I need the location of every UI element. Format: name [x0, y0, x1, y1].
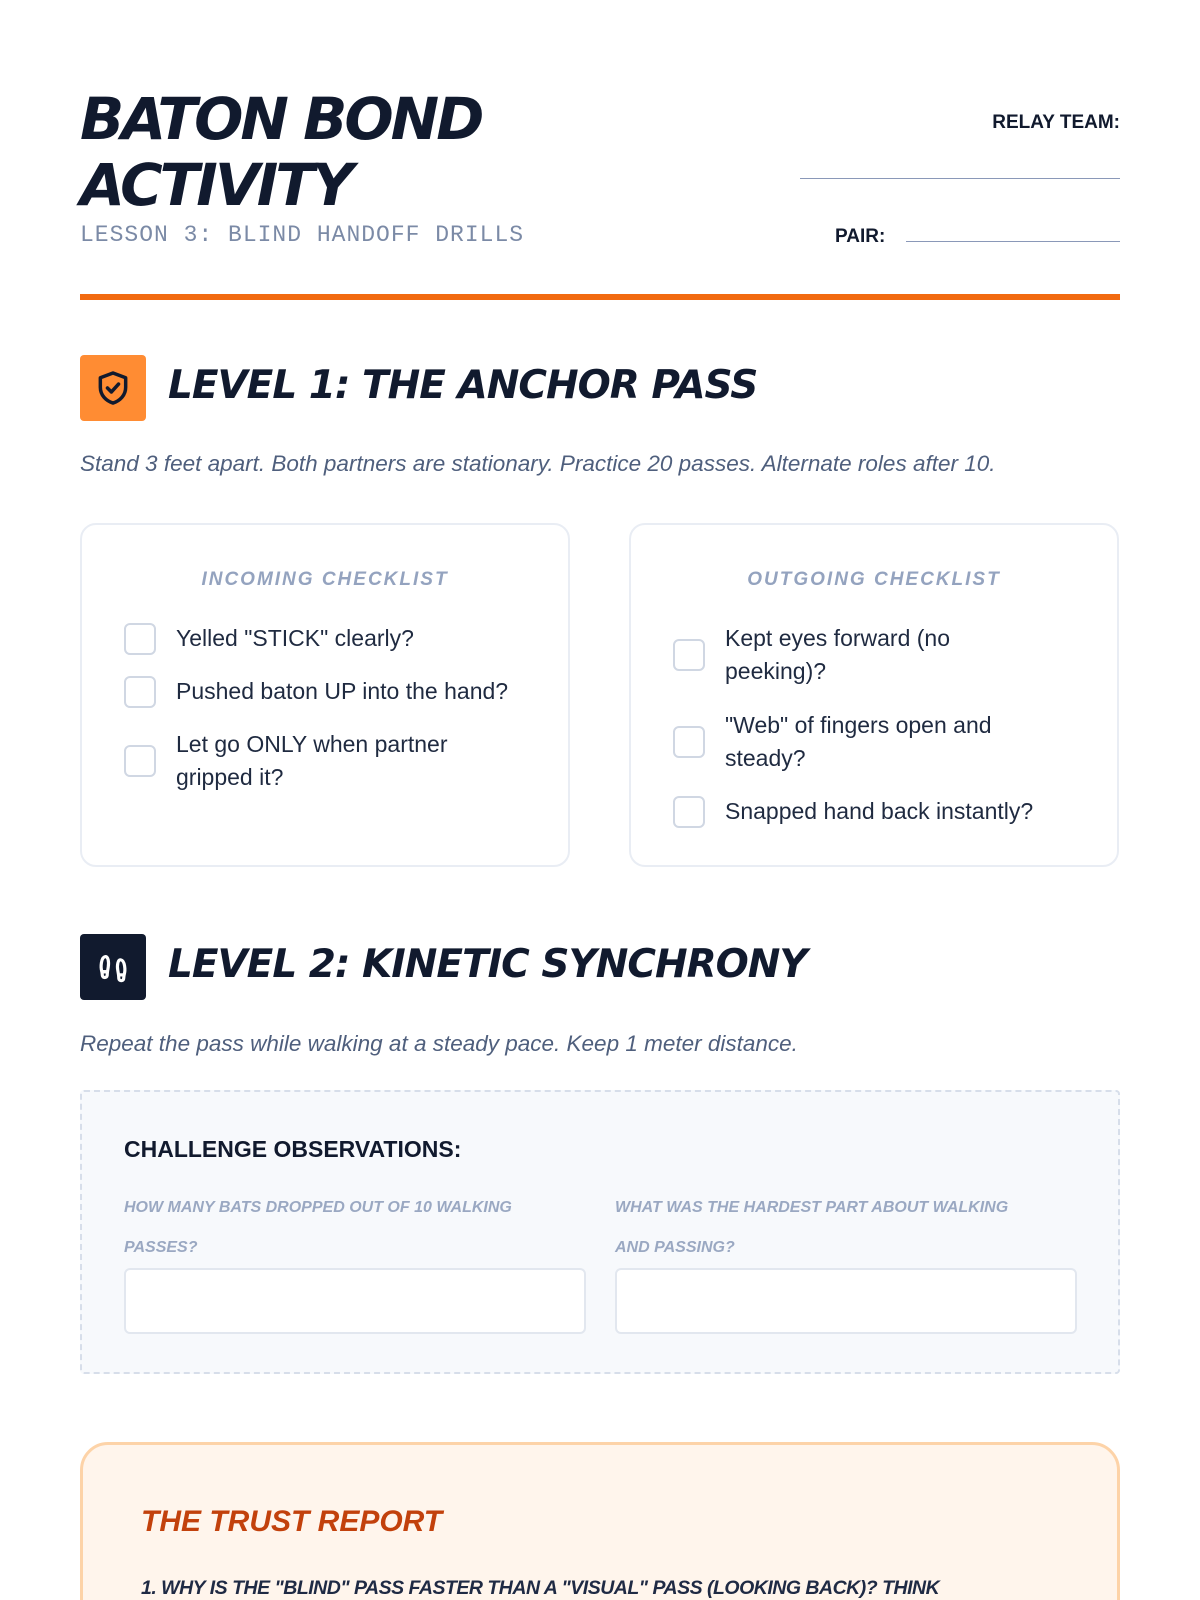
outgoing-check-item[interactable]: [673, 795, 1033, 828]
incoming-check-item[interactable]: [124, 728, 496, 794]
check-item-label: Yelled "STICK" clearly?: [176, 625, 414, 651]
incoming-check-item[interactable]: [124, 622, 414, 655]
relay-team-field[interactable]: [800, 178, 1120, 179]
dropped-batons-input[interactable]: [124, 1268, 586, 1334]
incoming-checklist-card: [80, 523, 570, 867]
checkbox[interactable]: [673, 639, 705, 671]
check-item-label: Let go ONLY when partner gripped it?: [176, 731, 448, 790]
worksheet-page: [80, 0, 1120, 1600]
outgoing-check-item[interactable]: [673, 709, 1035, 775]
level-1-title: LEVEL 1: THE ANCHOR PASS: [168, 363, 758, 408]
header-divider: [80, 294, 1120, 300]
lesson-subtitle: LESSON 3: BLIND HANDOFF DRILLS: [80, 222, 525, 248]
level-2-title: LEVEL 2: KINETIC SYNCHRONY: [168, 942, 807, 987]
level-1-heading: [80, 355, 1120, 421]
checkbox[interactable]: [124, 623, 156, 655]
observation-question-1: HOW MANY BATS DROPPED OUT OF 10 WALKING PASSES?: [124, 1199, 512, 1256]
checkbox[interactable]: [124, 676, 156, 708]
level-2-description: Repeat the pass while walking at a steady pace. Keep 1 meter distance.: [80, 1031, 798, 1056]
outgoing-checklist-card: [629, 523, 1119, 867]
incoming-check-item[interactable]: [124, 675, 508, 708]
challenge-observations-box: [80, 1090, 1120, 1374]
outgoing-checklist-title: OUTGOING CHECKLIST: [747, 569, 1001, 590]
page-title: BATON BOND ACTIVITY: [80, 85, 482, 219]
trust-question-1: 1. WHY IS THE "BLIND" PASS FASTER THAN A "VISUAL" PASS (LOOKING BACK)? THINK: [141, 1577, 940, 1599]
relay-team-label: RELAY TEAM:: [992, 112, 1120, 133]
level-2-heading: [80, 934, 1120, 1000]
observations-title: CHALLENGE OBSERVATIONS:: [124, 1136, 462, 1162]
footprints-icon: [80, 934, 146, 1000]
checkbox[interactable]: [124, 745, 156, 777]
trust-report-box: [80, 1442, 1120, 1600]
level-1-description: Stand 3 feet apart. Both partners are stationary. Practice 20 passes. Alternate roles after 10.: [80, 451, 996, 476]
check-item-label: "Web" of fingers open and steady?: [725, 712, 992, 771]
pair-label: PAIR:: [835, 226, 886, 247]
check-item-label: Pushed baton UP into the hand?: [176, 678, 509, 704]
outgoing-check-item[interactable]: [673, 622, 1025, 688]
observation-question-2: WHAT WAS THE HARDEST PART ABOUT WALKING AND PASSING?: [615, 1199, 1009, 1256]
hardest-part-input[interactable]: [615, 1268, 1077, 1334]
incoming-checklist-title: INCOMING CHECKLIST: [201, 569, 449, 590]
checkbox[interactable]: [673, 796, 705, 828]
shield-check-icon: [80, 355, 146, 421]
trust-report-title: THE TRUST REPORT: [141, 1505, 443, 1538]
check-item-label: Kept eyes forward (no peeking)?: [725, 625, 951, 684]
pair-field[interactable]: [906, 241, 1120, 242]
checkbox[interactable]: [673, 726, 705, 758]
check-item-label: Snapped hand back instantly?: [725, 798, 1034, 824]
